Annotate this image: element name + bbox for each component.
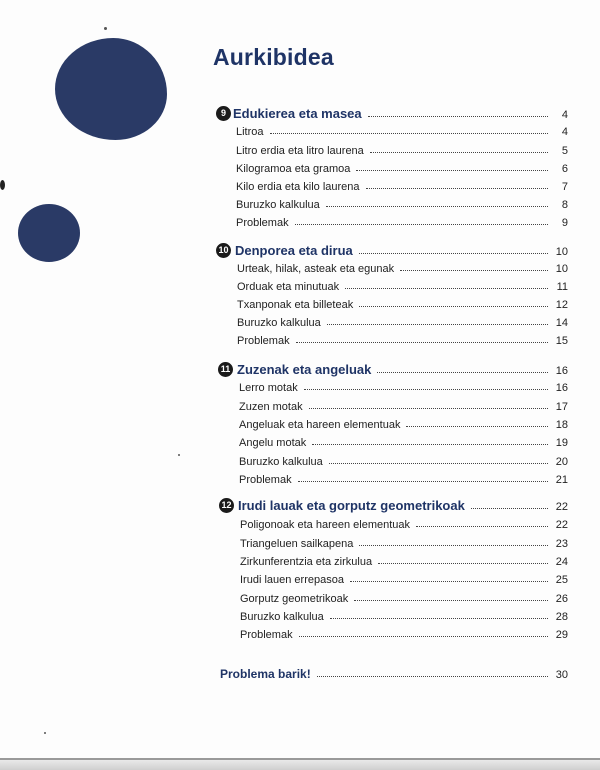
leader-dots [356,169,548,171]
page-number: 14 [555,317,568,329]
leader-dots [368,115,548,117]
toc-entry[interactable] [239,397,568,413]
page-number: 24 [555,556,568,568]
speck [104,27,107,30]
page-number: 10 [555,246,568,258]
page-number: 21 [555,474,568,486]
leader-dots [359,544,548,546]
toc-entry[interactable] [237,259,568,275]
toc-entry[interactable] [236,195,568,211]
entry-label: Buruzko kalkulua [236,199,320,211]
chapter-number-badge: 9 [216,106,231,121]
section-heading-row[interactable] [235,242,568,258]
page-number: 6 [561,163,568,175]
entry-label: Kilo erdia eta kilo laurena [236,181,360,193]
page-number: 16 [555,382,568,394]
page-number: 9 [561,217,568,229]
speck [44,732,46,734]
leader-dots [471,507,548,509]
leader-dots [298,480,548,482]
toc-entry[interactable] [240,625,568,641]
toc-entry[interactable] [239,433,568,449]
page-title: Aurkibidea [213,44,334,70]
toc-entry[interactable] [240,607,568,623]
section-title: Edukierea eta masea [233,106,362,121]
leader-dots [296,341,548,343]
leader-dots [312,443,548,445]
entry-label: Zuzen motak [239,401,303,413]
page-edge [0,760,600,770]
leader-dots [416,525,548,527]
toc-entry[interactable] [237,277,568,293]
page-number: 19 [555,437,568,449]
leader-dots [350,580,548,582]
toc-entry[interactable] [236,159,568,175]
toc-entry[interactable] [239,452,568,468]
entry-label: Problemak [237,335,290,347]
page-number: 12 [555,299,568,311]
page-number: 4 [561,109,568,121]
section-heading [0,361,600,379]
entry-label: Urteak, hilak, asteak eta egunak [237,263,395,275]
leader-dots [317,675,548,677]
leader-dots [327,323,548,325]
page-number: 4 [561,126,568,138]
entry-label: Txanponak eta billeteak [237,299,354,311]
page-number: 11 [556,281,568,293]
chapter-number-badge: 10 [216,243,231,258]
page-number: 28 [555,611,568,623]
leader-dots [378,562,548,564]
section-heading-row[interactable] [237,361,568,377]
leader-dots [370,151,548,153]
chapter-number-badge: 11 [218,362,233,377]
entry-label: Buruzko kalkulua [239,456,323,468]
page-number: 15 [555,335,568,347]
leader-dots [326,205,548,207]
leader-dots [295,223,548,225]
section-heading [0,242,600,260]
ink-blot [55,38,167,140]
leader-dots [309,407,548,409]
toc-entry[interactable] [236,141,568,157]
entry-label: Irudi lauen errepasoa [240,574,344,586]
page-number: 16 [555,365,568,377]
entry-label: Orduak eta minutuak [237,281,340,293]
toc-entry[interactable] [240,515,568,531]
leader-dots [359,305,548,307]
page-number: 8 [561,199,568,211]
toc-entry[interactable] [236,122,568,138]
toc-entry[interactable] [236,213,568,229]
toc-entry[interactable] [239,378,568,394]
leader-dots [359,252,548,254]
toc-entry[interactable] [240,552,568,568]
section-heading-row[interactable] [238,497,568,513]
speck [178,454,180,456]
leader-dots [270,132,548,134]
leader-dots [406,425,548,427]
leader-dots [304,388,548,390]
page-number: 25 [555,574,568,586]
section-heading [0,497,600,515]
section-heading [0,105,600,123]
page-number: 18 [555,419,568,431]
page-number: 26 [555,593,568,605]
toc-entry[interactable] [237,331,568,347]
entry-label: Lerro motak [239,382,298,394]
speck [0,180,5,190]
section-title: Denporea eta dirua [235,243,353,258]
toc-entry[interactable] [239,415,568,431]
entry-label: Poligonoak eta hareen elementuak [240,519,411,531]
entry-label: Zirkunferentzia eta zirkulua [240,556,373,568]
page-number: 30 [555,669,568,681]
section-heading-row[interactable] [233,105,568,121]
leader-dots [400,269,548,271]
entry-label: Litroa [236,126,264,138]
page-number: 20 [555,456,568,468]
toc-entry[interactable] [240,534,568,550]
page-number: 29 [555,629,568,641]
leader-dots [330,617,548,619]
toc-entry[interactable] [240,589,568,605]
page-number: 7 [561,181,568,193]
entry-label: Gorputz geometrikoak [240,593,349,605]
entry-label: Problemak [239,474,292,486]
toc-entry[interactable] [236,177,568,193]
toc-entry[interactable] [240,570,568,586]
entry-label: Problemak [236,217,289,229]
page-number: 5 [561,145,568,157]
entry-label: Problemak [240,629,293,641]
leader-dots [377,371,548,373]
section-title: Zuzenak eta angeluak [237,362,372,377]
page-number: 22 [555,501,568,513]
entry-label: Buruzko kalkulua [237,317,321,329]
entry-label: Litro erdia eta litro laurena [236,145,364,157]
page-number: 23 [555,538,568,550]
toc-entry[interactable] [237,295,568,311]
leader-dots [354,599,548,601]
toc-entry[interactable] [239,470,568,486]
entry-label: Angeluak eta hareen elementuak [239,419,401,431]
page-number: 17 [555,401,568,413]
leader-dots [329,462,548,464]
chapter-number-badge: 12 [219,498,234,513]
entry-label: Kilogramoa eta gramoa [236,163,351,175]
page-number: 10 [555,263,568,275]
leader-dots [366,187,548,189]
final-entry-label: Problema barik! [220,667,311,681]
section-title: Irudi lauak eta gorputz geometrikoak [238,498,465,513]
entry-label: Buruzko kalkulua [240,611,324,623]
entry-label: Triangeluen sailkapena [240,538,354,550]
entry-label: Angelu motak [239,437,307,449]
page-number: 22 [555,519,568,531]
toc-final-entry[interactable] [220,663,568,681]
leader-dots [299,635,548,637]
leader-dots [345,287,548,289]
toc-entry[interactable] [237,313,568,329]
